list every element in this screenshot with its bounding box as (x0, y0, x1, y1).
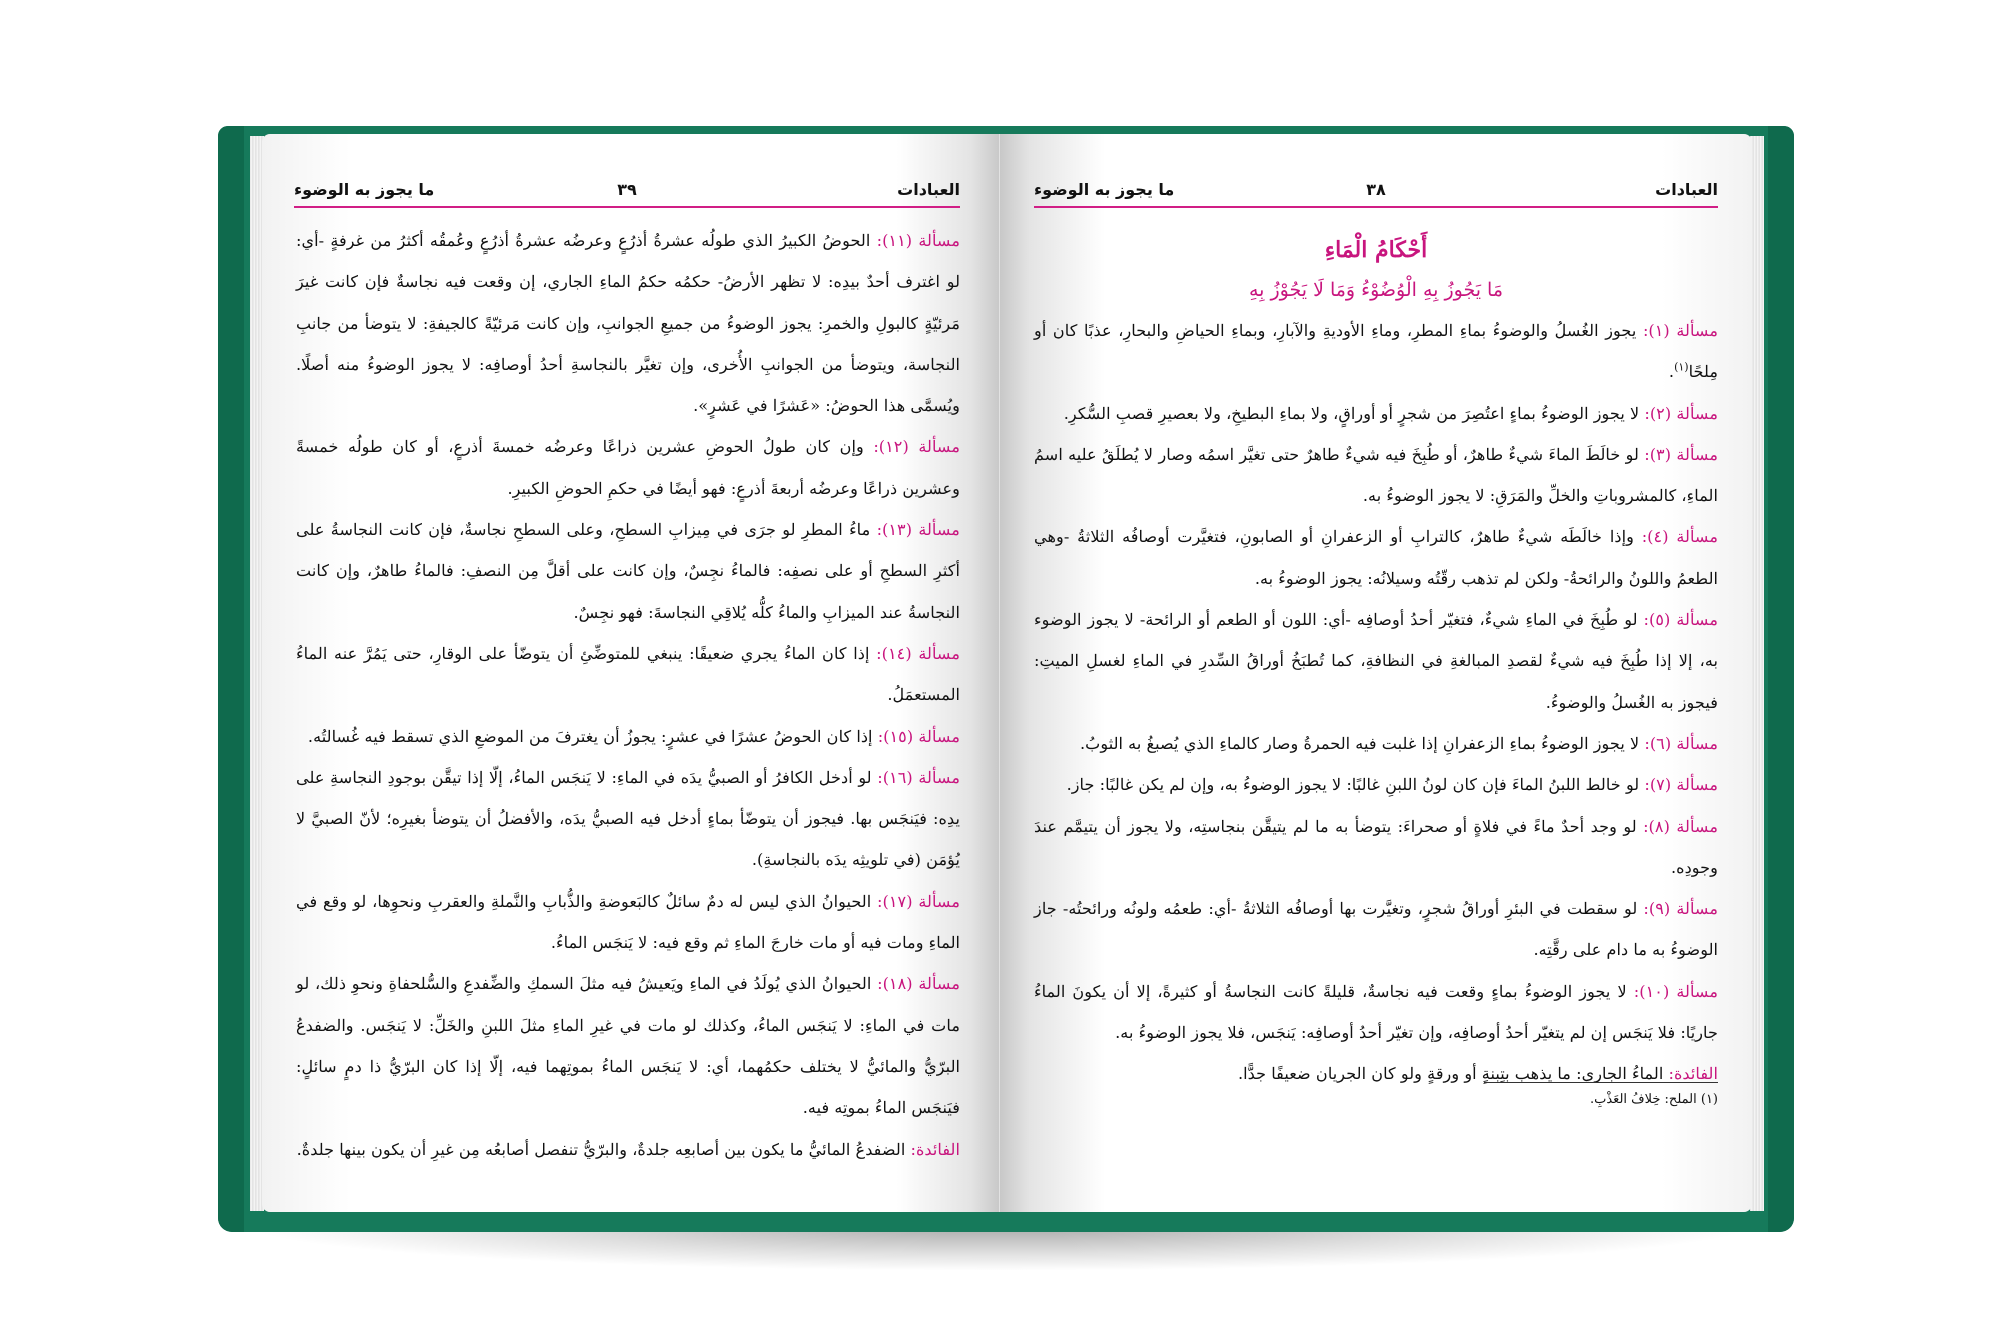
cover-edge-right (1768, 126, 1794, 1232)
issue-label: مسألة (١): (1642, 321, 1718, 340)
issue-text: لو سقطت في البئرِ أوراقُ شجرٍ، وتغيَّرت بها أوصافُه الثلاثةُ -أي: طعمُه ولونُه ورائحتُه- جاز الوضوءُ به ما دام على رقَّتِه. (1034, 899, 1718, 960)
issue-text: لا يجوز الوضوءُ بماءٍ وقعت فيه نجاسةٌ، قليلةً كانت النجاسةُ أو كثيرةً، إلا أن يكونَ الماءُ جاريًا: فلا يَنجَس إن لم يتغيّر أحدُ أوصافِه، وإن تغيّر أحدُ أوصافِه: يَنجَس، فلا يجوز الوضوءُ به. (1034, 981, 1718, 1043)
cover-edge-left (218, 126, 244, 1232)
benefit-text: الضفدعُ المائيُّ ما يكون بين أصابعِه جلدةٌ، والبرّيُّ تنفصل أصابعُه مِن غيرِ أن يكون بينها جلدةٌ. (296, 1139, 911, 1159)
issue-label: مسألة (٤): (1641, 527, 1718, 547)
issue-label: مسألة (١١): (876, 231, 960, 250)
issue-paragraph (1034, 599, 1718, 723)
issue-text: إذا كان الماءُ يجري ضعيفًا: ينبغي للمتوضِّئِ أن يتوضّأ على الوقارِ، حتى يَمُرَّ عنه الماءُ المستعمَلُ. (296, 643, 960, 705)
left-page-header (294, 178, 960, 208)
benefit-label: الفائدة: (1668, 1064, 1718, 1084)
issue-label: مسألة (٢): (1644, 403, 1718, 423)
issue-text: لا يجوز الوضوءُ بماءٍ اعتُصِرَ من شجرٍ أو أوراقٍ، ولا بماءِ البطيخِ، ولا بعصيرِ قصبِ السُّكرِ. (1063, 403, 1645, 423)
right-page-body (1034, 230, 1718, 1095)
issue-paragraph (296, 426, 960, 509)
issue-paragraph (1034, 393, 1718, 434)
issue-label: مسألة (١٤): (876, 643, 960, 663)
issue-text: وإذا خالَطَه شيءٌ طاهرٌ، كالترابِ أو الزعفرانِ أو الصابونِ، فتغيَّرت أوصافُه الثلاثةُ -وهي الطعمُ واللونُ والرائحةُ- ولكن لم تذهب رقّتُه وسيلانُه: يجوز الوضوءُ به. (1034, 527, 1718, 588)
header-chapter-topic: ما يجوز به الوضوء (294, 180, 435, 199)
issue-text: يجوز الغُسلُ والوضوءُ بماءِ المطرِ، وماءِ الأوديةِ والآبارِ، وبماءِ الحياضِ والبحارِ، عذبًا كان أو مِلحًا (1034, 321, 1718, 382)
issue-text: ماءُ المطرِ لو جرَى في مِيزابِ السطحِ، وعلى السطحِ نجاسةٌ، فإن كانت النجاسةُ على أكثرِ السطحِ أو على نصفِه: فالماءُ نجِسٌ، وإن كانت على أقلَّ مِن النصفِ: فالماءُ طاهرٌ، وإن كانت النجاسةُ عند الميزابِ والماءُ كلُّه يُلاقِي النجاسةَ: فهو نجِسٌ. (296, 520, 960, 622)
left-page-body (296, 220, 960, 1170)
chapter-title: أَحْكَامُ الْمَاءِ (1324, 237, 1428, 263)
issue-label: مسألة (٣): (1644, 444, 1718, 464)
issue-label: مسألة (١٥): (877, 726, 960, 746)
benefit-text: الماءُ الجاري: ما يذهب بتِبنةٍ أو ورقةٍ ولو كان الجريان ضعيفًا جدًّا. (1237, 1064, 1669, 1084)
issue-paragraph (1034, 434, 1718, 517)
issue-paragraph (1034, 516, 1718, 599)
page-stack-right (1750, 136, 1764, 1211)
issue-label: مسألة (١٨): (877, 974, 960, 994)
header-page-number: ٣٩ (617, 180, 637, 199)
header-book-title: العبادات (897, 180, 960, 199)
left-page (262, 134, 1000, 1212)
issue-label: مسألة (٦): (1644, 733, 1718, 753)
issue-label: مسألة (٥): (1643, 610, 1718, 630)
issue-text: لو خالَطَ الماءَ شيءٌ طاهرٌ، أو طُبِخَ فيه شيءٌ طاهرٌ حتى تغيَّر اسمُه وصار لا يُطلَقُ عليه اسمُ الماءِ، كالمشروباتِ والخلِّ والمَرَقِ: لا يجوز الوضوءُ به. (1034, 444, 1718, 506)
issue-text: الحيوانُ الذي ليس له دمٌ سائلٌ كالبَعوضةِ والذُّبابِ والنَّملةِ والعقربِ ونحوِها، لو وقع في الماءِ ومات فيه أو مات خارجَ الماءِ ثم وقع فيه: لا يَنجَس الماءُ. (296, 891, 960, 953)
footnote-marker[interactable]: (١) (1674, 360, 1689, 374)
issue-text-tail: . (1668, 362, 1675, 382)
issue-paragraph (1034, 806, 1718, 889)
issue-text: الحوضُ الكبيرُ الذي طولُه عشرةُ أذرُعٍ وعرضُه عشرةُ أذرُعٍ وعُمقُه أكثرُ من غرفةٍ -أي: لو اغترف أحدٌ بيدِه: لا تظهر الأرضُ- حكمُه حكمُ الماءِ الجاري، إن وقعت فيه نجاسةٌ فإن كانت غيرَ مَرئيّةٍ كالبولِ والخمرِ: يجوز الوضوءُ من جميعِ الجوانبِ، وإن كانت مَرئيّةً كالجيفةِ: لا يتوضأ من جانبِ النجاسة، ويتوضأ من الجوانبِ الأُخرى، وإن تغيَّر بالنجاسةِ أحدُ أوصافِه: لا يجوز الوضوءُ منه أصلًا. ويُسمَّى هذا الحوضُ: «عَشرًا في عَشرٍ». (296, 231, 960, 416)
issue-paragraph (1034, 723, 1718, 764)
header-chapter-topic: ما يجوز به الوضوء (1034, 180, 1175, 199)
issue-paragraph (296, 509, 960, 633)
issue-paragraph (1034, 764, 1718, 805)
issue-paragraph (296, 757, 960, 881)
issue-paragraph (296, 220, 960, 426)
issue-text: الحيوانُ الذي يُولَدُ في الماءِ ويَعيشُ فيه مثلَ السمكِ والضِّفدعِ والسُّلحفاةِ ونحوِ ذلك، لو مات في الماءِ: لا يَنجَس الماءُ، وكذلك لو مات في غيرِ الماءِ مثلَ اللبنِ والخَلِّ: لا يَنجَس. والضفدعُ البرّيُّ والمائيُّ لا يختلف حكمُهما، أي: لا يَنجَس الماءُ بموتِهما فيه، إلّا إذا كان البرّيُّ ذا دمٍ سائلٍ: فيَنجَس الماءُ بموتِه فيه. (296, 974, 960, 1118)
footnote-text: (١) الملح: خِلافُ العَذْبِ. (1589, 1092, 1718, 1107)
right-page-header (1034, 178, 1718, 208)
issue-label: مسألة (٧): (1644, 775, 1718, 795)
issue-label: مسألة (١٧): (877, 891, 960, 911)
issue-paragraph (296, 633, 960, 716)
issue-text: لو وجد أحدٌ ماءً في فلاةٍ أو صحراءَ: يتوضأ به ما لم يتيقَّن بنجاستِه، ولا يجوز أن يتيمَّم عندَ وجودِه. (1034, 816, 1718, 877)
benefit-paragraph (296, 1129, 960, 1170)
issue-paragraph (1034, 971, 1718, 1054)
issue-paragraph (296, 716, 960, 757)
benefit-paragraph (1034, 1053, 1718, 1094)
issue-label: مسألة (١٦): (877, 767, 960, 787)
issue-label: مسألة (١٠): (1633, 981, 1719, 1001)
issue-text: إذا كان الحوضُ عشرًا في عشرٍ: يجوزُ أن يغترفَ من الموضعِ الذي تسقط فيه غُسالتُه. (307, 726, 878, 746)
right-page (1000, 134, 1752, 1212)
issue-text: لو أدخل الكافرُ أو الصبيُّ يدَه في الماءِ: لا يَنجَس الماءُ، إلّا إذا تيقَّن بوجودِ النجاسةِ على يدِه: فيَنجَس بها. فيجوز أن يتوضّأ بماءٍ أدخل فيه الصبيُّ يدَه، والأفضلُ أن يتوضأ بغيرِه؛ لأنّ الصبيَّ لا يُؤمَن (في تلويثِه يدَه بالنجاسةِ). (296, 767, 960, 870)
issue-label: مسألة (٨): (1643, 816, 1718, 836)
benefit-label: الفائدة: (910, 1139, 960, 1159)
issue-text: لا يجوز الوضوءُ بماءِ الزعفرانِ إذا غلبت فيه الحمرةُ وصار كالماءِ الذي يُصبغُ به الثوبُ. (1079, 733, 1645, 753)
issue-paragraph (296, 881, 960, 964)
issue-paragraph (1034, 310, 1718, 393)
issue-paragraph (296, 963, 960, 1128)
header-book-title: العبادات (1655, 180, 1718, 199)
footnote-divider (1484, 1082, 1718, 1083)
issue-text: وإن كان طولُ الحوضِ عشرين ذراعًا وعرضُه خمسةَ أذرعٍ، أو كان طولُه خمسةً وعشرين ذراعًا وعرضُه أربعةَ أذرعٍ: فهو أيضًا في حكمِ الحوضِ الكبيرِ. (296, 437, 960, 498)
issue-label: مسألة (٩): (1643, 899, 1718, 919)
issue-text: لو طُبِخَ في الماءِ شيءٌ، فتغيّر أحدُ أوصافِه -أي: اللون أو الطعم أو الرائحة- لا يجوز الوضوء به، إلا إذا طُبِخَ فيه شيءٌ لقصدِ المبالغةِ في النظافةِ، كما تُطبَخُ أوراقُ السِّدرِ في الماءِ لغسلِ الميتِ: فيجوز به الغُسلُ والوضوءُ. (1034, 610, 1718, 712)
issue-label: مسألة (١٢): (873, 437, 960, 457)
issue-paragraph (1034, 888, 1718, 971)
header-page-number: ٣٨ (1366, 180, 1386, 199)
section-subtitle: مَا يَجُوزُ بِهِ الْوُضُوْءُ وَمَا لَا يَجُوْزُ بِهِ (1248, 279, 1504, 301)
issue-text: لو خالط اللبنُ الماءَ فإن كان لونُ اللبنِ غالبًا: لا يجوز الوضوءُ به، وإن لم يكن غالبًا: جاز. (1066, 775, 1645, 795)
issue-label: مسألة (١٣): (876, 520, 960, 540)
